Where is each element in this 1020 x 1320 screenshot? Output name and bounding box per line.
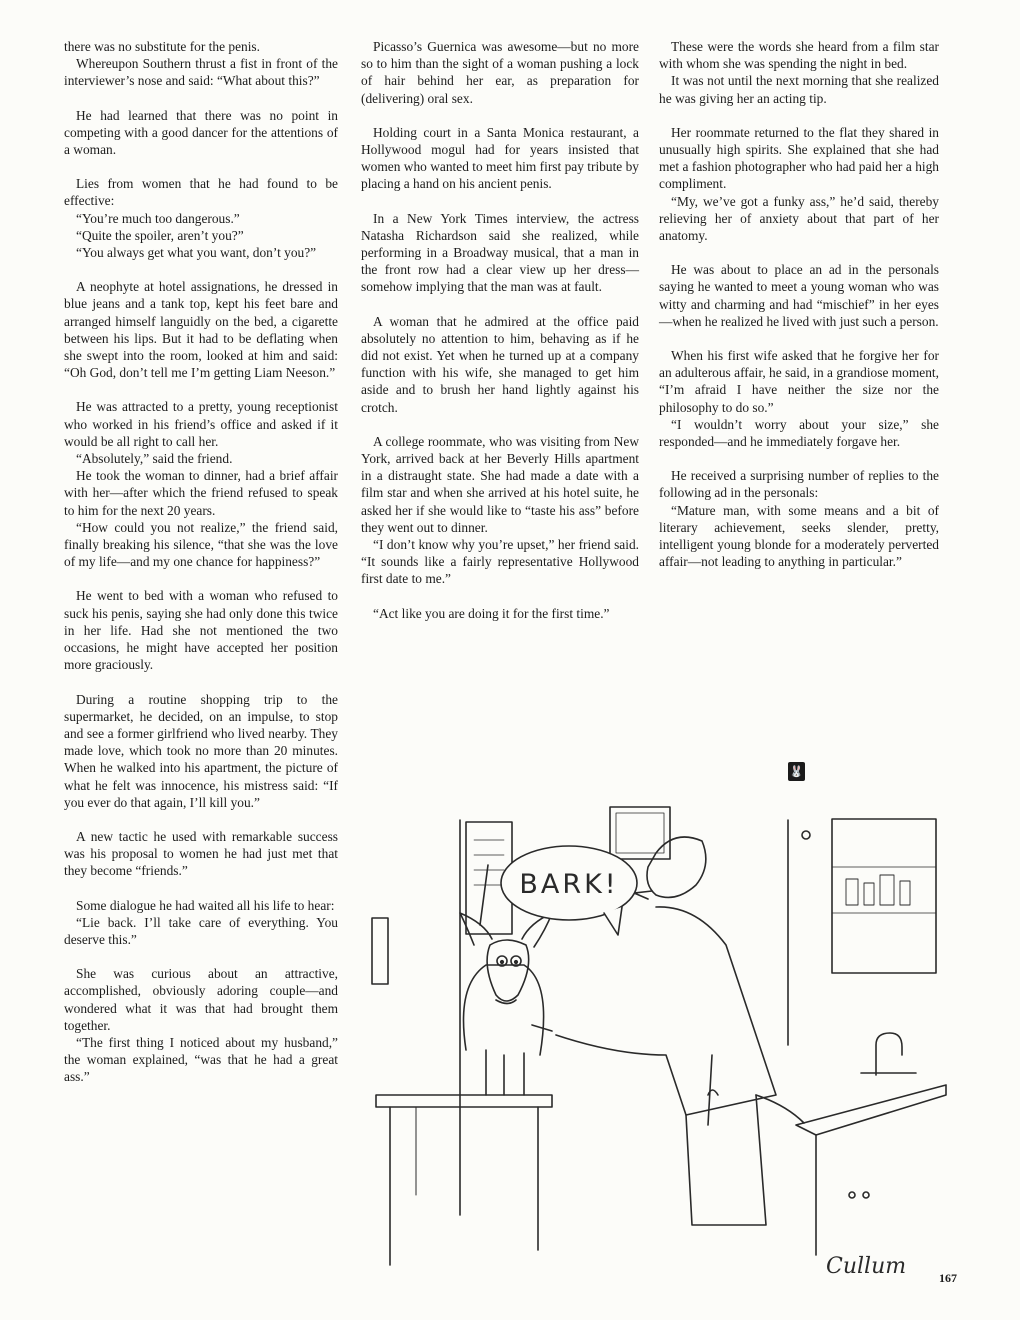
paragraph: Some dialogue he had waited all his life to hear: [76,897,335,913]
cabinet [832,819,936,973]
paragraph: “You’re much too dangerous.” [76,210,240,226]
paragraph: Holding court in a Santa Monica restaurant, a Hollywood mogul had for years insisted that women who wanted to meet him first pay tribute by placing a hand on his ancient penis. [361,124,639,192]
paragraph: there was no substitute for the penis. [64,39,260,54]
paragraph: During a routine shopping trip to the supermarket, he decided, on an impulse, to stop and see a former girlfriend who lived nearby. They made love, which took no more than 20 minutes. When he walked into his apartment, the picture of what he felt was innocence, his mistress said: “If you ever do that again, I’ll kill you.” [64,691,338,810]
paragraph: Lies from women that he had found to be effective: [64,176,338,209]
paragraph: A neophyte at hotel assignations, he dressed in blue jeans and a tank top, kept his feet bare and arranged himself languidly on the bed, a cigarette between his lips. But it had to be deflating when she swept into the room, looked at him and said: “Oh God, don’t tell me I’m getting Liam Neeson.” [64,279,338,381]
artist-signature: Cullum [826,1254,907,1279]
article-column-1 [64,38,338,1086]
paragraph: These were the words she heard from a film star with whom she was spending the night in bed. [659,39,939,72]
paragraph: “Act like you are doing it for the first time.” [373,605,610,621]
paragraph: Whereupon Southern thrust a fist in front of the interviewer’s nose and said: “What about this?” [64,56,338,89]
paragraph: “Quite the spoiler, aren’t you?” [76,227,244,243]
page-number: 167 [939,1271,957,1285]
paragraph: He was about to place an ad in the personals saying he wanted to meet a young woman who was witty and charming and had “mischief” in her eyes—when he realized he lived with just such a person. [659,262,939,329]
wall-frame [610,807,670,859]
paragraph: She was curious about an attractive, accomplished, obviously adoring couple—and wondered what it was that had brought them together. [64,966,338,1033]
paragraph: “I don’t know why you’re upset,” her friend said. “It sounds like a fairly representative Hollywood first date to me.” [361,537,639,587]
paragraph: A woman that he admired at the office paid absolutely no attention to him, behaving as if he did not exist. Yet when he turned up at a company function with his wife, she managed to get him aside and to brush her hand lightly against his crotch. [361,313,639,415]
paragraph: “How could you not realize,” the friend said, finally breaking his silence, “that she was the love of my life—and my one chance for happiness?” [64,519,338,570]
paragraph: A new tactic he used with remarkable success was his proposal to women he had just met that they become “friends.” [64,828,338,879]
paragraph: “My, we’ve got a funky ass,” he’d said, thereby relieving her of anxiety about that part of her anatomy. [659,193,939,244]
paragraph: In a New York Times interview, the actress Natasha Richardson said she realized, while performing in a Broadway musical, that a man in the front row had a clear view up her dress—somehow implying that the man was at fault. [361,210,639,295]
paragraph: He received a surprising number of replies to the following ad in the personals: [659,468,939,501]
paragraph: He took the woman to dinner, had a brief affair with her—after which the friend refused to speak to him for the next 20 years. [64,468,338,518]
article-column-2 [361,38,639,622]
paragraph: “You always get what you want, don’t you?” [76,245,317,261]
paragraph: It was not until the next morning that she realized he was giving her an acting tip. [659,73,939,106]
paragraph: “Mature man, with some means and a bit of literary achievement, seeks slender, pretty, intelligent young blonde for a moderately perverted affair—not leading to anything in particular.” [659,502,939,570]
paragraph: He had learned that there was no point in competing with a good dancer for the attentions of a woman. [64,107,338,158]
lab-coat [556,907,776,1115]
article-column-3 [659,38,939,570]
rabbit-end-mark-icon: 🐰 [788,762,805,781]
counter-top [796,1085,946,1135]
paragraph: “Lie back. I’ll take care of everything. You deserve this.” [64,914,338,947]
speech-balloon-text: BARK! [519,869,619,900]
exam-table [376,1095,552,1107]
paragraph: “The first thing I noticed about my husband,” the woman explained, “was that he had a great ass.” [64,1034,338,1085]
paragraph: When his first wife asked that he forgive her for an adulterous affair, he said, in a grandiose moment, “I’m afraid I have neither the size nor the philosophy to do so.” [659,348,939,415]
paragraph: A college roommate, who was visiting from New York, arrived back at her Beverly Hills apartment in a distraught state. She had made a date with a film star and when she arrived at his hotel suite, he asked her if she would like to “taste his ass” before they went out to dinner. [361,433,639,535]
paragraph: “Absolutely,” said the friend. [76,451,233,467]
paragraph: Picasso’s Guernica was awesome—but no more so to him than the sight of a woman pushing a lock of hair behind her ear, as preparation for (delivering) oral sex. [361,39,639,106]
paragraph: “I wouldn’t worry about your size,” she responded—and he immediately forgave her. [659,416,939,450]
paragraph: Her roommate returned to the flat they shared in unusually high spirits. She explained that she had met a fashion photographer who had paid her a high compliment. [659,124,939,192]
faucet [876,1033,902,1075]
paragraph: He went to bed with a woman who refused to suck his penis, saying she had only done this twice in her life. Had she not mentioned the two occasions, he might have accepted her position more graciously. [64,588,338,673]
cartoon-illustration [356,795,952,1300]
paragraph: He was attracted to a pretty, young receptionist who worked in his friend’s office and asked if it would be all right to call her. [64,399,338,449]
